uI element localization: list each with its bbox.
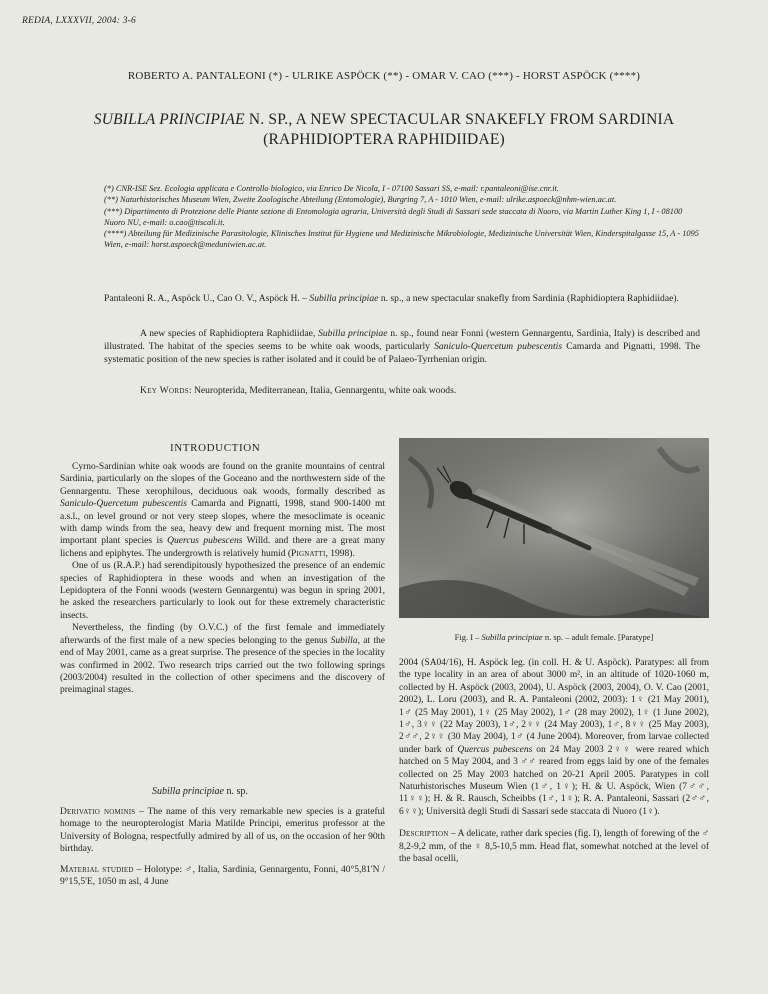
title-species: SUBILLA PRINCIPIAE (93, 111, 245, 128)
abstract-text-3: Camarda and Pignatti, 1998. The systematic position of the new species is rather isolated and it could be of Palaeo-Tyrrhenian origin. (104, 341, 700, 365)
intro-paragraph-2: One of us (R.A.P.) had serendipitously hypothesized the presence of an endemic species of Raphidioptera in these woods and when an investigation of the Lepidoptera of the Fonni woods (western Gennargentu) was begun in spring 2001, he asked the researchers particularly to look out for these extremely characteristic insects. (60, 561, 385, 621)
title-rest: N. SP., A NEW SPECTACULAR SNAKEFLY FROM SARDINIA (244, 111, 675, 128)
paper-title (40, 110, 728, 150)
affiliation-4: (****) Abteilung für Medizinische Parasitologie, Klinisches Institut für Hygiene und Medizinische Mikrobiologie, Medizinische Universität Wien, Kinderspitalgasse 15, A - 1095 Wien, e-mail: horst.aspoeck@meduniwien.ac.at. (104, 229, 699, 250)
paratypes-paragraph: 2004 (SA04/16), H. Aspöck leg. (in coll. H. & U. Aspöck). Paratypes: all from the type locality in an area of about 3000 m², in an altitude of 1020-1060 m, collected by H. Aspöck (2003, 2004), U. Aspöck (2003, 2004), O. V. Cao (2001, 2002), L. Loru (2003), and R. A. Pantaleoni (2002, 2003): 1♀ (21 May 2001), 1♂ (25 May 2001), 1♀ (25 May 2002), 1♂ (28 may 2002), 1♀ (1 June 2002), 1♂, 3♀♀ (22 May 2003), 1♂, 2♀♀ (24 May 2003), 1♂, 8♀♀ (25 May 2003), 2♂♂, 2♀♀ (30 May 2004), 1♂ (4 June 2004). Moreover, from larvae collected under bark of Quercus pubescens on 24 May 2003 2♀♀ were reared which hatched on 5 May 2004, and 3 ♂♂ reared from eggs laid by one of the females collected on 25 May 2003 hatched on 20-21 April 2005. Paratypes in coll Naturhistorisches Museum Wien (1♂, 1♀); H. & U. Aspöck, Wien (7♂♂, 11♀♀); H. & R. Rausch, Scheibbs (1♂, 1♀); R. A. Pantaleoni, Sassari (2♂♂, 6♀♀); Università degli Studi di Sassari sede staccata di Nuoro (1♀). (399, 658, 709, 817)
intro-heading: INTRODUCTION (170, 442, 261, 454)
species-heading (152, 786, 248, 797)
affiliation-1: (*) CNR-ISE Sez. Ecologia applicata e Controllo biologico, via Enrico De Nicola, I - 07100 Sassari SS, e-mail: r.pantaleoni@ise.cnr.it. (104, 184, 559, 193)
keywords (140, 385, 456, 396)
citation-suffix: n. sp., a new spectacular snakefly from Sardinia (Raphidioptera Raphidiidae). (378, 293, 679, 304)
species-body (60, 806, 385, 896)
title-line2: (RAPHIDIOPTERA RAPHIDIIDAE) (263, 131, 505, 148)
snakefly-photo (399, 438, 709, 618)
citation-species: Subilla principiae (309, 293, 379, 304)
citation (104, 292, 700, 305)
keywords-text: : Neuropterida, Mediterranean, Italia, Gennargentu, white oak woods. (188, 385, 457, 396)
species-heading-name: Subilla principiae (152, 786, 224, 797)
material-paragraph: Material studied – Holotype: ♂, Italia, Sardinia, Gennargentu, Fonni, 40°5,81'N / 9°15,5'E, 1050 m asl, 4 June (60, 864, 385, 888)
abstract-association: Saniculo-Quercetum pubescentis (434, 341, 563, 352)
intro-body (60, 461, 385, 697)
abstract-species: Subilla principiae (318, 328, 388, 339)
affiliation-2: (**) Naturhistorisches Museum Wien, Zweite Zoologische Abteilung (Entomologie), Burgring 7, A - 1010 Wien, e-mail: ulrike.aspoeck@nhm-wien.ac.at. (104, 195, 617, 205)
species-heading-rest: n. sp. (223, 786, 248, 797)
figure-caption: Fig. I – Subilla principiae n. sp. – adult female. [Paratype] (454, 632, 654, 642)
material-continued (399, 657, 709, 866)
intro-paragraph-1: Cyrno-Sardinian white oak woods are found on the granite mountains of central Sardinia, particularly on the slopes of the Goceano and the northwestern side of the Gennargentu. These xerophilous, deciduous oak woods, formally described as Saniculo-Quercetum pubescentis Camarda and Pignatti, 1998, stand 900-1400 mt a.s.l., on level ground or not very steep slopes, where the mesoclimate is oceanic with damp winds from the sea, heavy dew and frequent morning mist. The most important plant species is Quercus pubescens Willd. and there are a great many lichens and epiphytes. The undergrowth is relatively humid (Pignatti, 1998). (60, 462, 385, 559)
abstract (104, 327, 700, 366)
description-paragraph: Description – A delicate, rather dark species (fig. I), length of forewing of the ♂ 8,2-9,2 mm, of the ♀ 8,5-10,5 mm. Head flat, somewhat notched at the level of the basal ocelli, (399, 829, 709, 865)
affiliations (104, 183, 704, 251)
citation-prefix: Pantaleoni R. A., Aspöck U., Cao O. V., Aspöck H. – (104, 293, 310, 304)
keywords-label: Key Words (140, 385, 189, 396)
intro-paragraph-3: Nevertheless, the finding (by O.V.C.) of the first female and immediately afterwards of the first male of a new species belonging to the genus Subilla, at the end of May 2001, came as a great surprise. The presence of the species in the locality was confirmed in 2002. Two research trips carried out the two following springs (2003/2004) resulted in the collection of other specimens and the discovery of preimaginal stages. (60, 623, 385, 696)
abstract-text-2: n. sp., found near Fonni (western Gennargentu, Sardinia, Italy) is described and illustrated. The habitat of the species seems to be white oak woods, particularly (104, 328, 700, 352)
affiliation-3: (***) Dipartimento di Protezione delle Piante sezione di Entomologia agraria, Università degli Studi di Sassari sede staccata di Nuoro, via Martin Luther King 1, I - 08100 Nuoro NU, e-mail: o.cao@tiscali.it. (104, 206, 683, 227)
journal-header: REDIA, LXXXVII, 2004: 3-6 (22, 16, 136, 26)
authors-line: ROBERTO A. PANTALEONI (*) - ULRIKE ASPÖCK (**) - OMAR V. CAO (***) - HORST ASPÖCK (****) (127, 70, 641, 82)
abstract-text-1: A new species of Raphidioptera Raphidiidae, (140, 328, 319, 339)
derivatio-paragraph: Derivatio nominis – The name of this very remarkable new species is a grateful homage to the neuropterologist Maria Matilde Principi, emeritus professor at the University of Bologna, respectfully admired by all of us, on the occasion of her 90th birthday. (60, 807, 386, 855)
figure-snakefly-photo (399, 438, 709, 618)
